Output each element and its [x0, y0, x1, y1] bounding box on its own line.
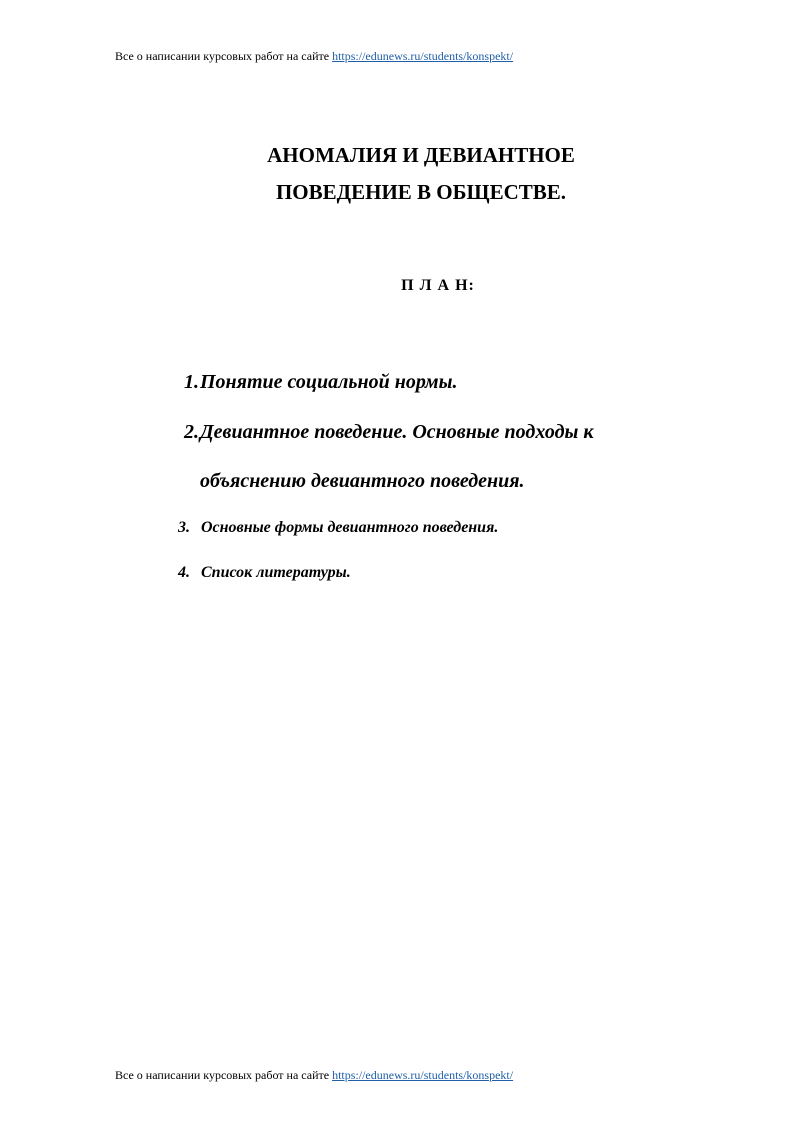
- plan-item-3: [178, 518, 499, 538]
- page-footer: [115, 1068, 513, 1082]
- plan-item-number: 3.: [178, 519, 190, 536]
- plan-item-2: [184, 420, 594, 444]
- plan-item-number: 4.: [178, 564, 190, 581]
- plan-item-4: [178, 563, 351, 583]
- page-header: [115, 49, 513, 63]
- plan-item-text: Список литературы.: [201, 564, 351, 581]
- plan-item-1: [184, 370, 458, 394]
- document-title-line-2: ПОВЕДЕНИЕ В ОБЩЕСТВЕ.: [275, 180, 567, 204]
- plan-heading: П Л А Н:: [401, 277, 475, 294]
- footer-text: Все о написании курсовых работ на сайте: [115, 1068, 330, 1082]
- plan-item-2-continuation: объяснению девиантного поведения.: [200, 470, 525, 492]
- header-text: Все о написании курсовых работ на сайте: [115, 49, 330, 63]
- plan-item-number: 1.: [184, 371, 199, 393]
- plan-item-text: Понятие социальной нормы.: [200, 371, 458, 393]
- plan-item-text: Основные формы девиантного поведения.: [201, 519, 499, 536]
- header-site-link[interactable]: https://edunews.ru/students/konspekt/: [332, 49, 514, 63]
- plan-item-number: 2.: [184, 421, 199, 443]
- plan-item-text: Девиантное поведение. Основные подходы к: [200, 421, 594, 443]
- document-title-line-1: АНОМАЛИЯ И ДЕВИАНТНОЕ: [267, 143, 575, 167]
- footer-site-link[interactable]: https://edunews.ru/students/konspekt/: [332, 1068, 514, 1082]
